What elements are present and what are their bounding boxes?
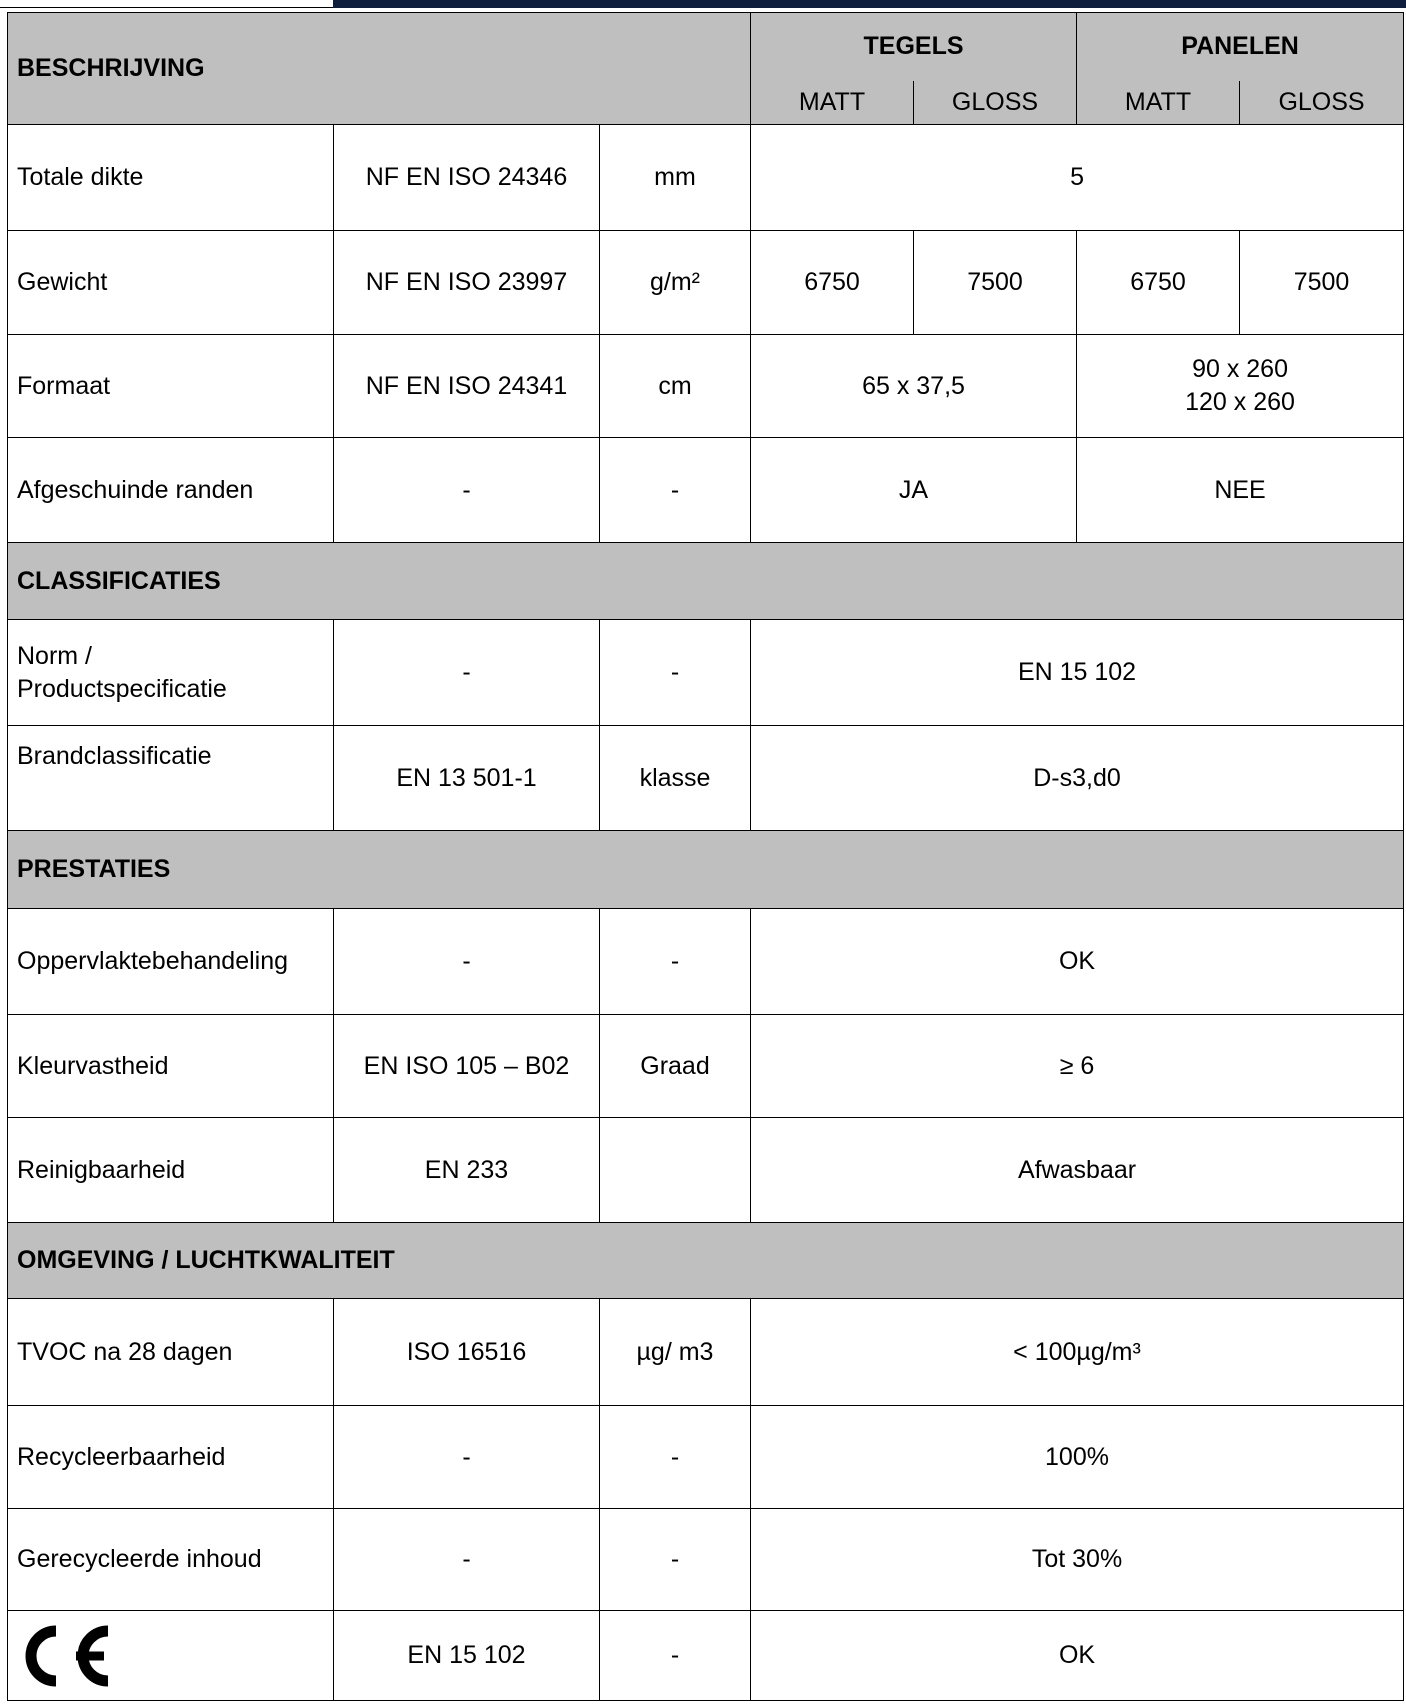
table-row (8, 1299, 1404, 1406)
table-row (8, 125, 1404, 231)
header-sub-gloss: GLOSS (1240, 81, 1404, 125)
header-description: BESCHRIJVING (8, 13, 751, 125)
row-value-tegels: 65 x 37,5 (751, 335, 1077, 438)
row-value: D-s3,d0 (751, 726, 1404, 831)
section-omgeving: OMGEVING / LUCHTKWALITEIT (8, 1223, 1404, 1299)
row-unit: Graad (600, 1015, 751, 1118)
row-label: Gewicht (8, 231, 334, 335)
top-strip (333, 0, 1406, 8)
table-row (8, 1509, 1404, 1611)
top-strip-left (0, 0, 333, 8)
row-unit: - (600, 1611, 751, 1701)
row-norm: EN ISO 105 – B02 (334, 1015, 600, 1118)
row-value: 5 (751, 125, 1404, 231)
spec-table (7, 12, 1404, 1701)
row-label (8, 620, 334, 726)
row-norm: - (334, 909, 600, 1015)
header-group-tegels: TEGELS (751, 13, 1077, 81)
row-norm: EN 15 102 (334, 1611, 600, 1701)
row-unit: - (600, 1406, 751, 1509)
header-sub-matt: MATT (1077, 81, 1240, 125)
row-unit: - (600, 1509, 751, 1611)
table-row (8, 620, 1404, 726)
section-prestaties: PRESTATIES (8, 831, 1404, 909)
ce-mark-icon (16, 1623, 116, 1689)
panelen-size-1: 90 x 260 (1192, 355, 1288, 383)
row-value: Tot 30% (751, 1509, 1404, 1611)
row-label: Formaat (8, 335, 334, 438)
header-row-groups (8, 13, 1404, 81)
row-label: Recycleerbaarheid (8, 1406, 334, 1509)
table-row (8, 726, 1404, 831)
row-unit: - (600, 438, 751, 543)
row-value-panelen-gloss: 7500 (1240, 231, 1404, 335)
panelen-size-2: 120 x 260 (1185, 388, 1295, 416)
section-header-row (8, 1223, 1404, 1299)
row-unit: cm (600, 335, 751, 438)
section-header-row (8, 543, 1404, 620)
row-unit (600, 1118, 751, 1223)
row-value: 100% (751, 1406, 1404, 1509)
table-row (8, 1118, 1404, 1223)
row-label-line-1: Norm / (17, 641, 92, 670)
row-value-tegels: JA (751, 438, 1077, 543)
row-label: Totale dikte (8, 125, 334, 231)
table-row (8, 1015, 1404, 1118)
row-unit: µg/ m3 (600, 1299, 751, 1406)
row-label: Brandclassificatie (8, 726, 334, 831)
row-value: OK (751, 909, 1404, 1015)
row-norm: - (334, 620, 600, 726)
row-value-panelen-matt: 6750 (1077, 231, 1240, 335)
section-classificaties: CLASSIFICATIES (8, 543, 1404, 620)
row-value: OK (751, 1611, 1404, 1701)
row-unit: - (600, 909, 751, 1015)
row-unit: klasse (600, 726, 751, 831)
row-label: Kleurvastheid (8, 1015, 334, 1118)
table-row (8, 1611, 1404, 1701)
section-header-row (8, 831, 1404, 909)
table-row (8, 909, 1404, 1015)
row-label: Afgeschuinde randen (8, 438, 334, 543)
row-value-tegels-matt: 6750 (751, 231, 914, 335)
row-value: < 100µg/m³ (751, 1299, 1404, 1406)
row-value-panelen (1077, 335, 1404, 438)
row-norm: ISO 16516 (334, 1299, 600, 1406)
header-sub-matt: MATT (751, 81, 914, 125)
row-unit: - (600, 620, 751, 726)
row-norm: EN 13 501-1 (334, 726, 600, 831)
row-label: Gerecycleerde inhoud (8, 1509, 334, 1611)
row-norm: NF EN ISO 24341 (334, 335, 600, 438)
row-norm: NF EN ISO 24346 (334, 125, 600, 231)
row-unit: g/m² (600, 231, 751, 335)
header-group-panelen: PANELEN (1077, 13, 1404, 81)
header-sub-gloss: GLOSS (914, 81, 1077, 125)
table-row (8, 1406, 1404, 1509)
row-unit: mm (600, 125, 751, 231)
row-norm: EN 233 (334, 1118, 600, 1223)
row-value: EN 15 102 (751, 620, 1404, 726)
row-value: ≥ 6 (751, 1015, 1404, 1118)
row-norm: - (334, 438, 600, 543)
row-value-panelen: NEE (1077, 438, 1404, 543)
table-row (8, 231, 1404, 335)
row-label: Oppervlaktebehandeling (8, 909, 334, 1015)
table-row (8, 335, 1404, 438)
ce-mark-cell (8, 1611, 334, 1701)
row-norm: - (334, 1406, 600, 1509)
row-value: Afwasbaar (751, 1118, 1404, 1223)
row-norm: - (334, 1509, 600, 1611)
row-value-tegels-gloss: 7500 (914, 231, 1077, 335)
row-norm: NF EN ISO 23997 (334, 231, 600, 335)
row-label: Reinigbaarheid (8, 1118, 334, 1223)
table-row (8, 438, 1404, 543)
row-label-line-2: Productspecificatie (17, 674, 227, 703)
row-label: TVOC na 28 dagen (8, 1299, 334, 1406)
